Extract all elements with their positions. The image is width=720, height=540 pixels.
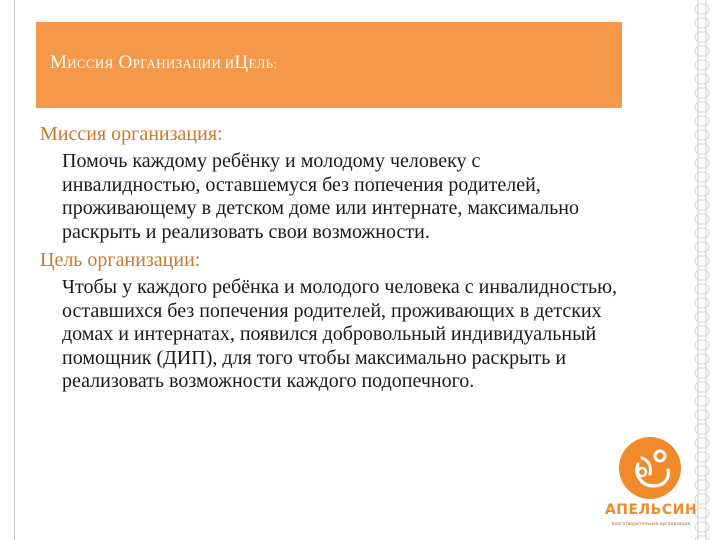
content: [40, 122, 620, 394]
mission-text: Помочь каждому ребёнку и молодому человеку с инвалидностью, оставшемуся без попечения родителей, проживающему в детском доме или интернате, максимально раскрыть и реализовать свои возможности.: [62, 150, 579, 243]
logo-tagline: благотворительная организация: [611, 522, 691, 527]
left-divider: [14, 0, 15, 540]
logo-name: АПЕЛЬСИН: [604, 502, 698, 518]
logo-emblem-icon: [590, 436, 710, 502]
mission-heading: Миссия организация:: [40, 123, 223, 145]
goal-text: Чтобы у каждого ребёнка и молодого человека с инвалидностью, оставшихся без попечения родителей, проживающих в детских домах и интернатах, появился добровольный индивидуальный помощник (ДИП), для того чтобы максимально раскрыть и реализовать возможности каждого подопечного.: [62, 276, 618, 392]
slide-title: МИССИЯ ОРГАНИЗАЦИИ ИЦЕЛЬ:: [50, 52, 278, 73]
title-bar: [36, 22, 622, 108]
apelsin-logo: [590, 436, 710, 536]
goal-heading: Цель организации:: [40, 249, 201, 271]
